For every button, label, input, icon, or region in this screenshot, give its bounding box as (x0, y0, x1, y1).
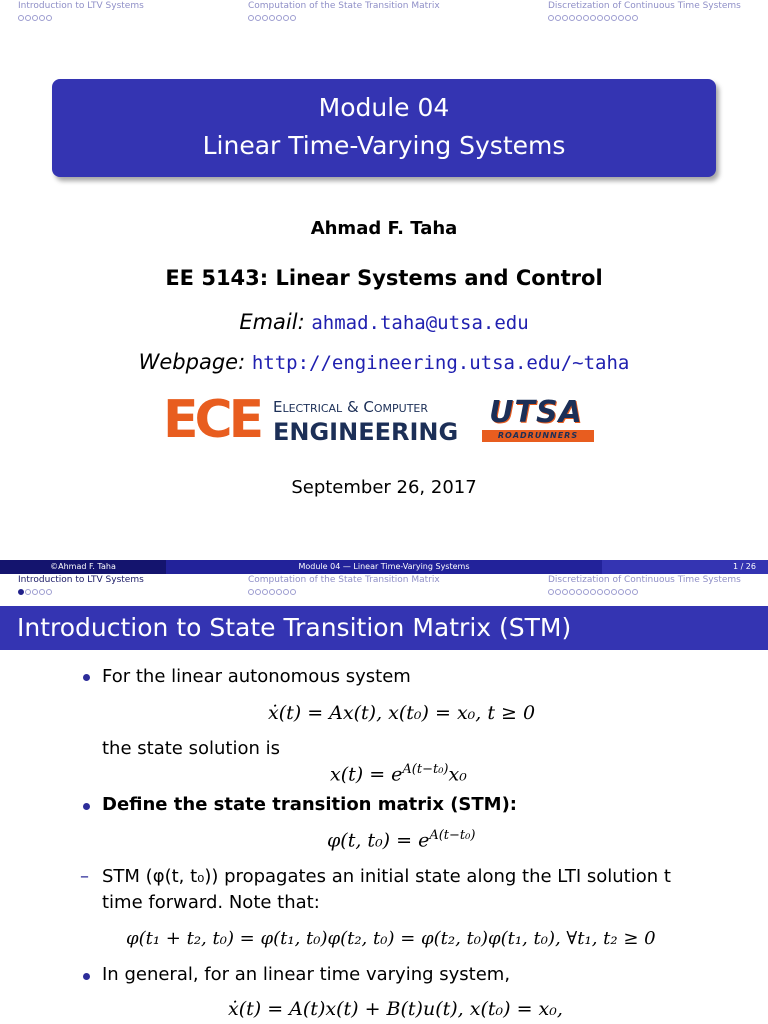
nav-dot[interactable] (25, 589, 31, 595)
nav-section-label[interactable]: Introduction to LTV Systems (18, 575, 144, 585)
frame-title: Introduction to State Transition Matrix (STM) (17, 613, 572, 642)
title-line-2: Linear Time-Varying Systems (202, 131, 566, 160)
bullet-icon (83, 973, 90, 980)
nav-dot[interactable] (32, 15, 38, 21)
ece-logo-line2: ENGINEERING (273, 418, 459, 446)
webpage-link[interactable]: http://engineering.utsa.edu/~taha (251, 352, 630, 374)
author-name: Ahmad F. Taha (310, 218, 458, 239)
nav-section-label[interactable]: Introduction to LTV Systems (18, 1, 144, 11)
utsa-logo-bar: ROADRUNNERS (482, 430, 594, 442)
utsa-logo-word: UTSA (489, 395, 583, 430)
ece-logo (163, 390, 463, 450)
title-line-1: Module 04 (318, 93, 450, 122)
nav-section-label[interactable]: Computation of the State Transition Matrix (248, 1, 440, 11)
dash-marker: – (80, 866, 89, 887)
equation-lti-system: ẋ(t) = Ax(t), x(t₀) = x₀, t ≥ 0 (268, 702, 536, 724)
bullet-icon (83, 674, 90, 681)
bullet-icon (83, 803, 90, 810)
nav-dot[interactable] (18, 589, 24, 595)
nav-dot[interactable] (576, 589, 582, 595)
eq3-base: φ(t, t₀) = e (327, 829, 430, 852)
item3-text: In general, for an linear time varying system, (102, 964, 511, 985)
nav-dot[interactable] (290, 15, 296, 21)
course-title: EE 5143: Linear Systems and Control (165, 266, 603, 290)
eq3-exponent: A(t−t₀) (429, 828, 476, 843)
nav-section-label[interactable]: Computation of the State Transition Matrix (248, 575, 440, 585)
nav-dot[interactable] (583, 15, 589, 21)
nav-section-discretization[interactable] (548, 1, 741, 25)
nav-dot[interactable] (604, 15, 610, 21)
dash-text-line1: STM (φ(t, t₀)) propagates an initial state along the LTI solution t (102, 866, 671, 887)
nav-section-discretization[interactable] (548, 575, 741, 599)
eq2-exponent: A(t−t₀) (402, 762, 449, 777)
nav-dot[interactable] (555, 15, 561, 21)
nav-dot[interactable] (283, 15, 289, 21)
item1-continuation: the state solution is (102, 738, 280, 759)
nav-dots (548, 589, 741, 599)
presentation-date: September 26, 2017 (291, 477, 477, 498)
ece-logo-mark: ECE (163, 390, 261, 450)
footer-author: ©Ahmad F. Taha (0, 560, 166, 574)
nav-section-intro[interactable] (18, 575, 144, 599)
content-slide (0, 574, 768, 1024)
nav-dot[interactable] (255, 589, 261, 595)
nav-dot[interactable] (548, 589, 554, 595)
nav-dot[interactable] (583, 589, 589, 595)
nav-section-intro[interactable] (18, 1, 144, 25)
nav-dot[interactable] (269, 15, 275, 21)
email-link[interactable]: ahmad.taha@utsa.edu (311, 312, 529, 334)
equation-state-solution (330, 762, 467, 785)
nav-section-stm[interactable] (248, 575, 440, 599)
nav-dot[interactable] (276, 15, 282, 21)
nav-dot[interactable] (555, 589, 561, 595)
eq2-base: x(t) = e (330, 763, 403, 786)
nav-dot[interactable] (597, 589, 603, 595)
utsa-logo (470, 395, 602, 446)
nav-dots (248, 589, 440, 599)
nav-dot[interactable] (255, 15, 261, 21)
footer-bar (0, 560, 768, 574)
page-number: 1 / 26 (732, 562, 756, 571)
webpage-label: Webpage: (138, 350, 246, 374)
nav-dot[interactable] (548, 15, 554, 21)
nav-dot[interactable] (32, 589, 38, 595)
nav-dot[interactable] (604, 589, 610, 595)
nav-dot[interactable] (597, 15, 603, 21)
nav-dot[interactable] (569, 589, 575, 595)
frame-title-bar (0, 606, 768, 650)
nav-dots (18, 589, 144, 599)
nav-dot[interactable] (625, 15, 631, 21)
nav-dot[interactable] (611, 15, 617, 21)
nav-dot[interactable] (46, 589, 52, 595)
nav-dot[interactable] (262, 15, 268, 21)
equation-stm-property: φ(t₁ + t₂, t₀) = φ(t₁, t₀)φ(t₂, t₀) = φ(t₂, t₀)φ(t₁, t₀), ∀t₁, t₂ ≥ 0 (126, 928, 656, 949)
nav-dot[interactable] (25, 15, 31, 21)
item1-text: For the linear autonomous system (102, 666, 411, 687)
nav-dot[interactable] (590, 589, 596, 595)
nav-dot[interactable] (632, 589, 638, 595)
dash-text-line2: time forward. Note that: (102, 892, 320, 913)
email-label: Email: (239, 310, 305, 334)
nav-dot[interactable] (569, 15, 575, 21)
section-navigation (0, 574, 768, 604)
nav-dot[interactable] (576, 15, 582, 21)
nav-dot[interactable] (248, 589, 254, 595)
nav-dot[interactable] (590, 15, 596, 21)
nav-dot[interactable] (276, 589, 282, 595)
nav-dot[interactable] (39, 15, 45, 21)
nav-dots (18, 15, 144, 25)
nav-dot[interactable] (39, 589, 45, 595)
nav-dot[interactable] (262, 589, 268, 595)
nav-section-label[interactable]: Discretization of Continuous Time Systems (548, 1, 741, 11)
nav-dot[interactable] (46, 15, 52, 21)
item2-text: Define the state transition matrix (STM): (102, 794, 518, 815)
ece-logo-line1: Electrical & Computer (273, 398, 429, 416)
footer-title: Module 04 — Linear Time-Varying Systems (166, 560, 602, 574)
nav-section-label[interactable]: Discretization of Continuous Time Systems (548, 575, 741, 585)
eq2-tail: x₀ (448, 763, 467, 786)
nav-dots (248, 15, 440, 25)
section-navigation (0, 0, 768, 30)
nav-dot[interactable] (618, 589, 624, 595)
nav-dot[interactable] (18, 15, 24, 21)
nav-section-stm[interactable] (248, 1, 440, 25)
nav-dot[interactable] (562, 15, 568, 21)
nav-dot[interactable] (290, 589, 296, 595)
nav-dot[interactable] (611, 589, 617, 595)
nav-dot[interactable] (283, 589, 289, 595)
nav-dot[interactable] (632, 15, 638, 21)
nav-dots (548, 15, 741, 25)
nav-dot[interactable] (618, 15, 624, 21)
equation-stm (327, 828, 475, 851)
email-line (0, 310, 768, 334)
footer-page (602, 560, 768, 574)
nav-dot[interactable] (562, 589, 568, 595)
nav-dot[interactable] (269, 589, 275, 595)
webpage-line (0, 350, 768, 374)
equation-ltv-system: ẋ(t) = A(t)x(t) + B(t)u(t), x(t₀) = x₀, (228, 998, 563, 1020)
title-box (52, 79, 716, 177)
nav-dot[interactable] (248, 15, 254, 21)
nav-dot[interactable] (625, 589, 631, 595)
